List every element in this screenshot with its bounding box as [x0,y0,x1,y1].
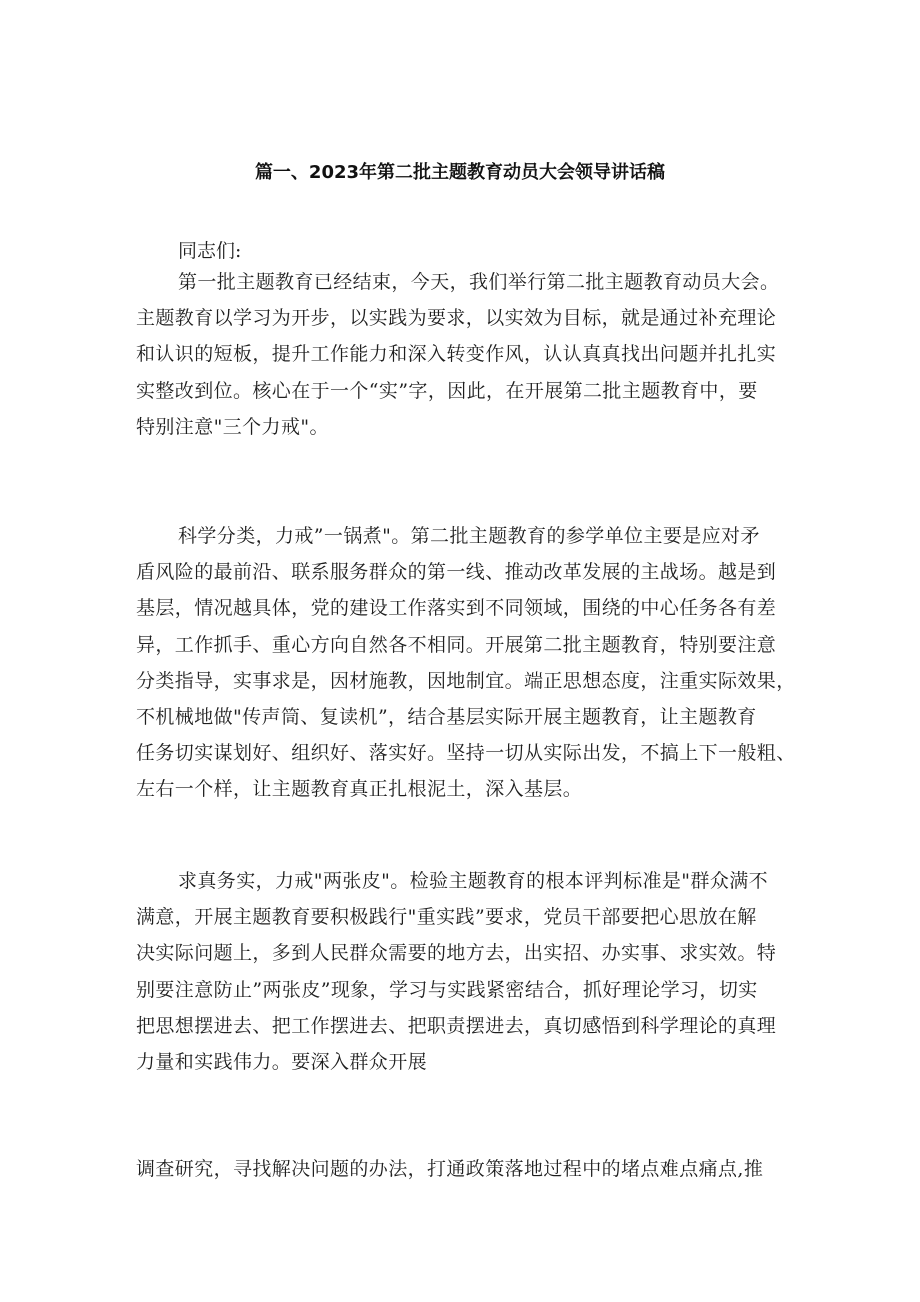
paragraph-line: 调查研究，寻找解决问题的办法，打通政策落地过程中的堵点难点痛点,推 [136,1158,764,1180]
paragraph-line: 不机械地做"传声筒、复读机”，结合基层实际开展主题教育，让主题教育 [136,706,757,729]
paragraph-4 [136,1151,796,1187]
paragraph-line: 实整改到位。核心在于一个“实”字，因此，在开展第二批主题教育中，要 [136,379,758,402]
document-title: 篇一、2023年第二批主题教育动员大会领导讲话稿 [254,162,666,183]
paragraph-2 [136,518,796,808]
paragraph-line: 基层，情况越具体，党的建设工作落实到不同领域，围绕的中心任务各有差 [136,597,777,620]
paragraph-line: 力量和实践伟力。要深入群众开展 [136,1051,428,1074]
paragraph-line: 别要注意防止”两张皮”现象，学习与实践紧密结合，抓好理论学习，切实 [136,978,758,1001]
paragraph-line: 把思想摆进去、把工作摆进去、把职责摆进去，真切感悟到科学理论的真理 [136,1014,777,1037]
paragraph-line: 分类指导，实事求是，因材施教，因地制宜。端正思想态度，注重实际效果， [136,669,796,692]
paragraph-line: 决实际问题上，多到人民群众需要的地方去，出实招、办实事、求实效。特 [136,942,777,965]
paragraph-line: 求真务实，力戒"两张皮"。检验主题教育的根本评判标准是"群众满不 [178,870,769,892]
paragraph-line: 主题教育以学习为开步，以实践为要求，以实效为目标，就是通过补充理论 [136,307,777,330]
paragraph-1 [136,264,796,445]
paragraph-line: 任务切实谋划好、组织好、落实好。坚持一切从实际出发，不搞上下一般粗、 [136,742,796,765]
paragraph-line: 左右一个样，让主题教育真正扎根泥土，深入基层。 [136,778,583,801]
paragraph-line: 特别注意"三个力戒"。 [136,415,329,438]
paragraph-line: 和认识的短板，提升工作能力和深入转变作风，认认真真找出问题并扎扎实 [136,343,777,366]
paragraph-3 [136,863,796,1080]
paragraph-line: 第一批主题教育已经结束，今天，我们举行第二批主题教育动员大会。 [178,271,780,293]
paragraph-line: 异，工作抓手、重心方向自然各不相同。开展第二批主题教育，特别要注意 [136,633,777,656]
paragraph-line: 科学分类，力戒”一锅煮"。第二批主题教育的参学单位主要是应对矛 [178,525,760,547]
paragraph-line: 满意，开展主题教育要积极践行"重实践”要求，党员干部要把心思放在解 [136,906,757,929]
paragraph-line: 盾风险的最前沿、联系服务群众的第一线、推动改革发展的主战场。越是到 [136,561,777,584]
salutation: 同志们: [178,240,242,262]
